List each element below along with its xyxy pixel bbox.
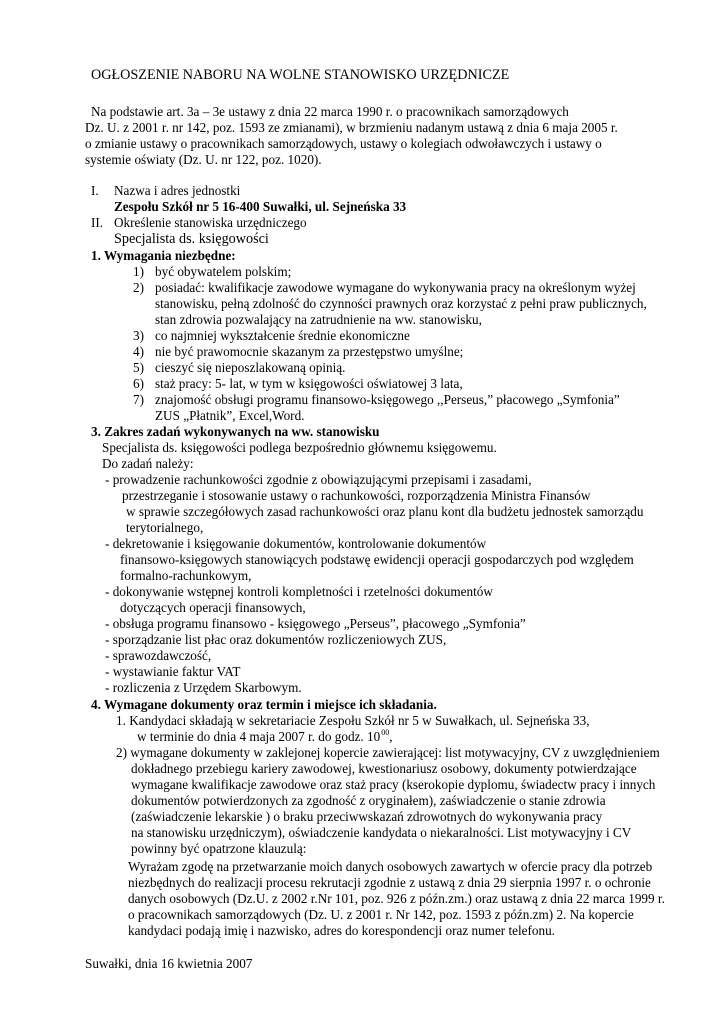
- list-item: stanowisku, pełną zdolność do czynności prawnych oraz korzystać z pełni praw publicznych,: [155, 296, 647, 311]
- list-number: 5): [133, 360, 144, 375]
- section-label: Określenie stanowiska urzędniczego: [114, 215, 307, 230]
- task-item: terytorialnego,: [126, 520, 204, 535]
- list-item: posiadać: kwalifikacje zawodowe wymagane do wykonywania pracy na określonym wyżej: [155, 280, 636, 295]
- task-item: przestrzeganie i stosowanie ustawy o rachunkowości, rozporządzenia Ministra Finansów: [122, 488, 591, 503]
- paragraph: na stanowisku urzędniczym), oświadczenie kandydata o niekaralności. List motywacyjny i CV: [131, 825, 632, 840]
- list-number: 6): [133, 376, 144, 391]
- paragraph: 1. Kandydaci składają w sekretariacie Zespołu Szkół nr 5 w Suwałkach, ul. Sejneńska 33,: [116, 713, 590, 728]
- paragraph: Specjalista ds. księgowości podlega bezpośrednio głównemu księgowemu.: [102, 440, 497, 455]
- list-item: staż pracy: 5- lat, w tym w księgowości oświatowej 3 lata,: [155, 376, 463, 391]
- section-heading: 3. Zakres zadań wykonywanych na ww. stanowisku: [91, 424, 380, 439]
- paragraph: dokumentów potwierdzonych za zgodność z oryginałem), zaświadczenie o stanie zdrowia: [131, 793, 606, 808]
- list-item: ZUS „Płatnik”, Excel,Word.: [155, 408, 305, 423]
- intro-line: o zmianie ustawy o pracownikach samorządowych, ustawy o kolegiach odwoławczych i ustawy o: [85, 136, 602, 151]
- list-number: 3): [133, 328, 144, 343]
- position-name: Specjalista ds. księgowości: [114, 231, 269, 247]
- section-heading: 1. Wymagania niezbędne:: [91, 248, 236, 263]
- list-number: 2): [133, 280, 144, 295]
- task-item: - obsługa programu finansowo - księgowego „Perseus”, płacowego „Symfonia”: [105, 616, 526, 631]
- paragraph: Do zadań należy:: [102, 456, 194, 471]
- paragraph: wymagane kwalifikacje zawodowe oraz staż pracy (kserokopie dyplomu, świadectw pracy i innych: [131, 777, 656, 792]
- list-item: być obywatelem polskim;: [155, 264, 292, 279]
- intro-line: systemie oświaty (Dz. U. nr 122, poz. 1020).: [85, 152, 322, 167]
- list-item: znajomość obsługi programu finansowo-księgowego ,,Perseus,” płacowego „Symfonia”: [155, 392, 620, 407]
- task-item: - rozliczenia z Urzędem Skarbowym.: [105, 680, 302, 695]
- task-item: - sprawozdawczość,: [105, 648, 212, 663]
- consent-clause: niezbędnych do realizacji procesu rekrutacji zgodnie z ustawą z dnia 29 sierpnia 1997 r. o ochronie: [128, 875, 651, 890]
- task-item: - dekretowanie i księgowanie dokumentów, kontrolowanie dokumentów: [105, 536, 487, 551]
- task-item: - sporządzanie list płac oraz dokumentów rozliczeniowych ZUS,: [105, 632, 447, 647]
- list-item: cieszyć się nieposzlakowaną opinią.: [155, 360, 346, 375]
- deadline-comma: ,: [389, 729, 393, 744]
- list-number: 1): [133, 264, 144, 279]
- section-label: Nazwa i adres jednostki: [114, 183, 241, 198]
- task-item: - wystawianie faktur VAT: [105, 664, 241, 679]
- intro-line: Na podstawie art. 3a – 3e ustawy z dnia 22 marca 1990 r. o pracownikach samorządowych: [91, 104, 569, 119]
- deadline-minutes: 00: [381, 728, 390, 737]
- deadline-text: w terminie do dnia 4 maja 2007 r. do godz. 10: [137, 729, 381, 744]
- task-item: finansowo-księgowych stanowiących podstawę ewidencji operacji gospodarczych pod względem: [120, 552, 634, 567]
- page-title: OGŁOSZENIE NABORU NA WOLNE STANOWISKO URZĘDNICZE: [91, 67, 510, 83]
- task-item: formalno-rachunkowym,: [120, 568, 252, 583]
- consent-clause: kandydaci podają imię i nazwisko, adres do korespondencji oraz numer telefonu.: [128, 923, 555, 938]
- list-item: nie być prawomocnie skazanym za przestępstwo umyślne;: [155, 344, 464, 359]
- section-number: II.: [91, 215, 104, 230]
- paragraph: powinny być opatrzone klauzulą:: [131, 841, 307, 856]
- list-number: 4): [133, 344, 144, 359]
- place-date: Suwałki, dnia 16 kwietnia 2007: [85, 956, 253, 971]
- institution-name: Zespołu Szkół nr 5 16-400 Suwałki, ul. Sejneńska 33: [114, 199, 407, 214]
- section-heading: 4. Wymagane dokumenty oraz termin i miejsce ich składania.: [91, 697, 437, 712]
- intro-line: Dz. U. z 2001 r. nr 142, poz. 1593 ze zmianami), w brzmieniu nadanym ustawą z dnia 6 maja 2005 r.: [85, 120, 618, 135]
- task-item: w sprawie szczegółowych zasad rachunkowości oraz planu kont dla budżetu jednostek samorządu: [126, 504, 644, 519]
- task-item: dotyczących operacji finansowych,: [120, 600, 306, 615]
- task-item: - dokonywanie wstępnej kontroli kompletności i rzetelności dokumentów: [105, 584, 493, 599]
- paragraph: 2) wymagane dokumenty w zaklejonej kopercie zawierającej: list motywacyjny, CV z uwzględnieniem: [116, 745, 660, 760]
- list-item: stan zdrowia pozwalający na zatrudnienie na ww. stanowisku,: [155, 312, 482, 327]
- paragraph: (zaświadczenie lekarskie ) o braku przeciwwskazań zdrowotnych do wykonywania pracy: [131, 809, 603, 824]
- task-item: - prowadzenie rachunkowości zgodnie z obowiązującymi przepisami i zasadami,: [105, 472, 532, 487]
- consent-clause: danych osobowych (Dz.U. z 2002 r.Nr 101, poz. 926 z późn.zm.) oraz ustawą z dnia 22 marca 1999 r.: [128, 891, 665, 906]
- paragraph: dokładnego przebiegu kariery zawodowej, kwestionariusz osobowy, dokumenty potwierdzające: [131, 761, 637, 776]
- section-number: I.: [91, 183, 99, 198]
- list-number: 7): [133, 392, 144, 407]
- consent-clause: o pracownikach samorządowych (Dz. U. z 2001 r. Nr 142, poz. 1593 z późn.zm) 2. Na kopercie: [128, 907, 634, 922]
- list-item: co najmniej wykształcenie średnie ekonomiczne: [155, 328, 410, 343]
- consent-clause: Wyrażam zgodę na przetwarzanie moich danych osobowych zawartych w ofercie pracy dla potrzeb: [128, 859, 653, 874]
